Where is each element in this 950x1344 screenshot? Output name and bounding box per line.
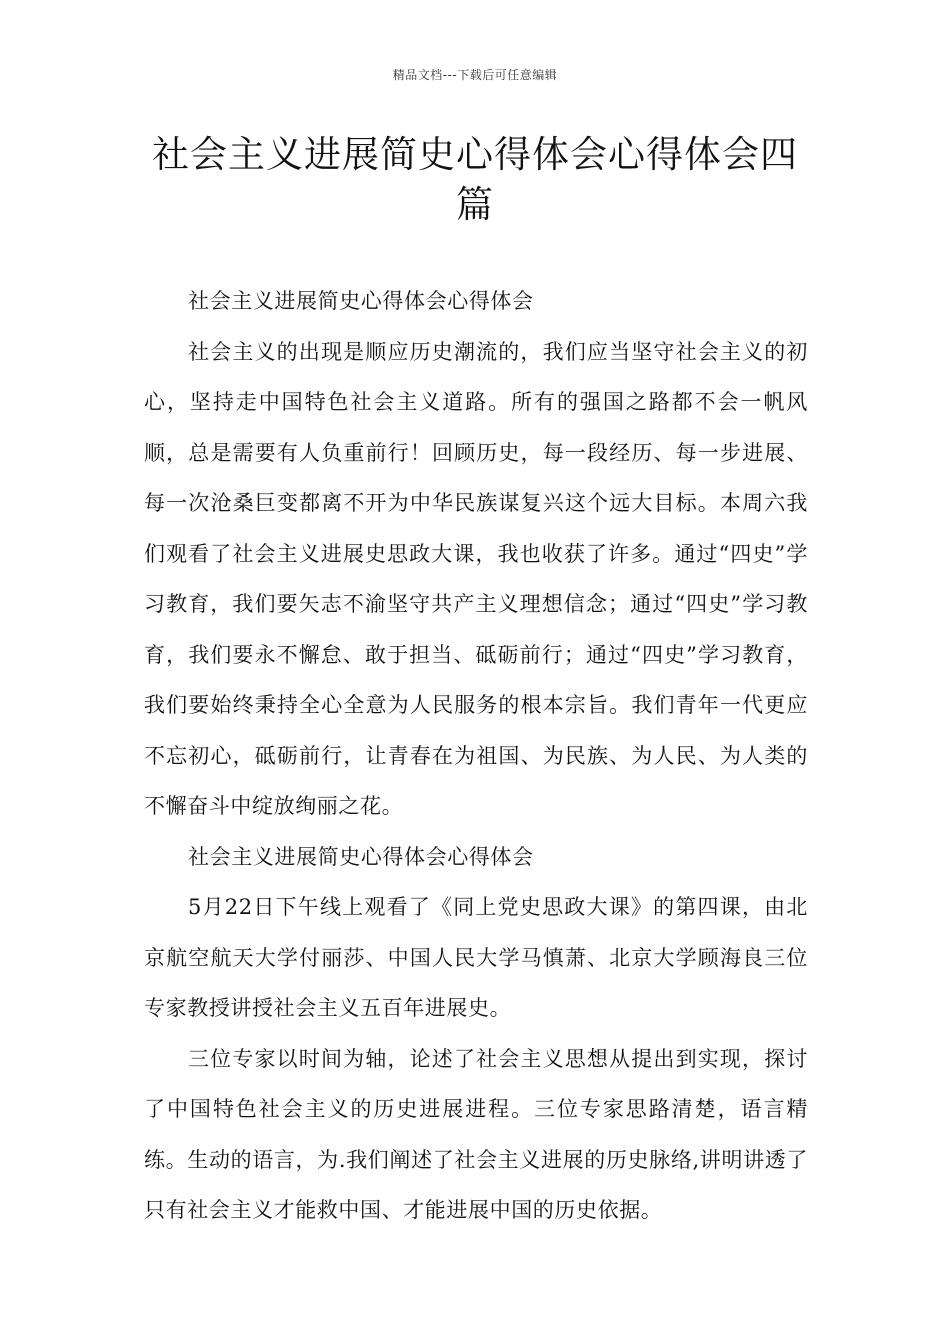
section-heading-1: 社会主义进展简史心得体会心得体会	[188, 289, 534, 313]
section-heading-2: 社会主义进展简史心得体会心得体会	[188, 844, 534, 869]
paragraph-2: 5月22日下午线上观看了《同上党史思政大课》的第四课，由北京航空航天大学付丽莎、中国人民大学马慎萧、北京大学顾海良三位专家教授讲授社会主义五百年进展史。	[144, 895, 808, 1020]
paragraph-1: 社会主义的出现是顺应历史潮流的，我们应当坚守社会主义的初心，坚持走中国特色社会主义道路。所有的强国之路都不会一帆风顺，总是需要有人负重前行！回顾历史，每一段经历、每一步进展、每一次沧桑巨变都离不开为中华民族谋复兴这个远大目标。本周六我们观看了社会主义进展史思政大课，我也收获了许多。通过“四史”学习教育，我们要矢志不渝坚守共产主义理想信念；通过“四史”学习教育，我们要永不懈怠、敢于担当、砥砺前行；通过“四史”学习教育，我们要始终秉持全心全意为人民服务的根本宗旨。我们青年一代更应不忘初心，砥砺前行，让青春在为祖国、为民族、为人民、为人类的不懈奋斗中绽放绚丽之花。	[144, 339, 808, 818]
paragraph-3: 三位专家以时间为轴，论述了社会主义思想从提出到实现，探讨了中国特色社会主义的历史进展进程。三位专家思路清楚，语言精练。生动的语言，为.我们阐述了社会主义进展的历史脉络,讲明讲透了只有社会主义才能救中国、才能进展中国的历史依据。	[144, 1046, 808, 1222]
header-note: 精品文档---下载后可任意编辑	[392, 68, 558, 82]
document-body	[144, 276, 808, 1236]
document-title: 社会主义进展简史心得体会心得体会四篇	[152, 133, 798, 226]
